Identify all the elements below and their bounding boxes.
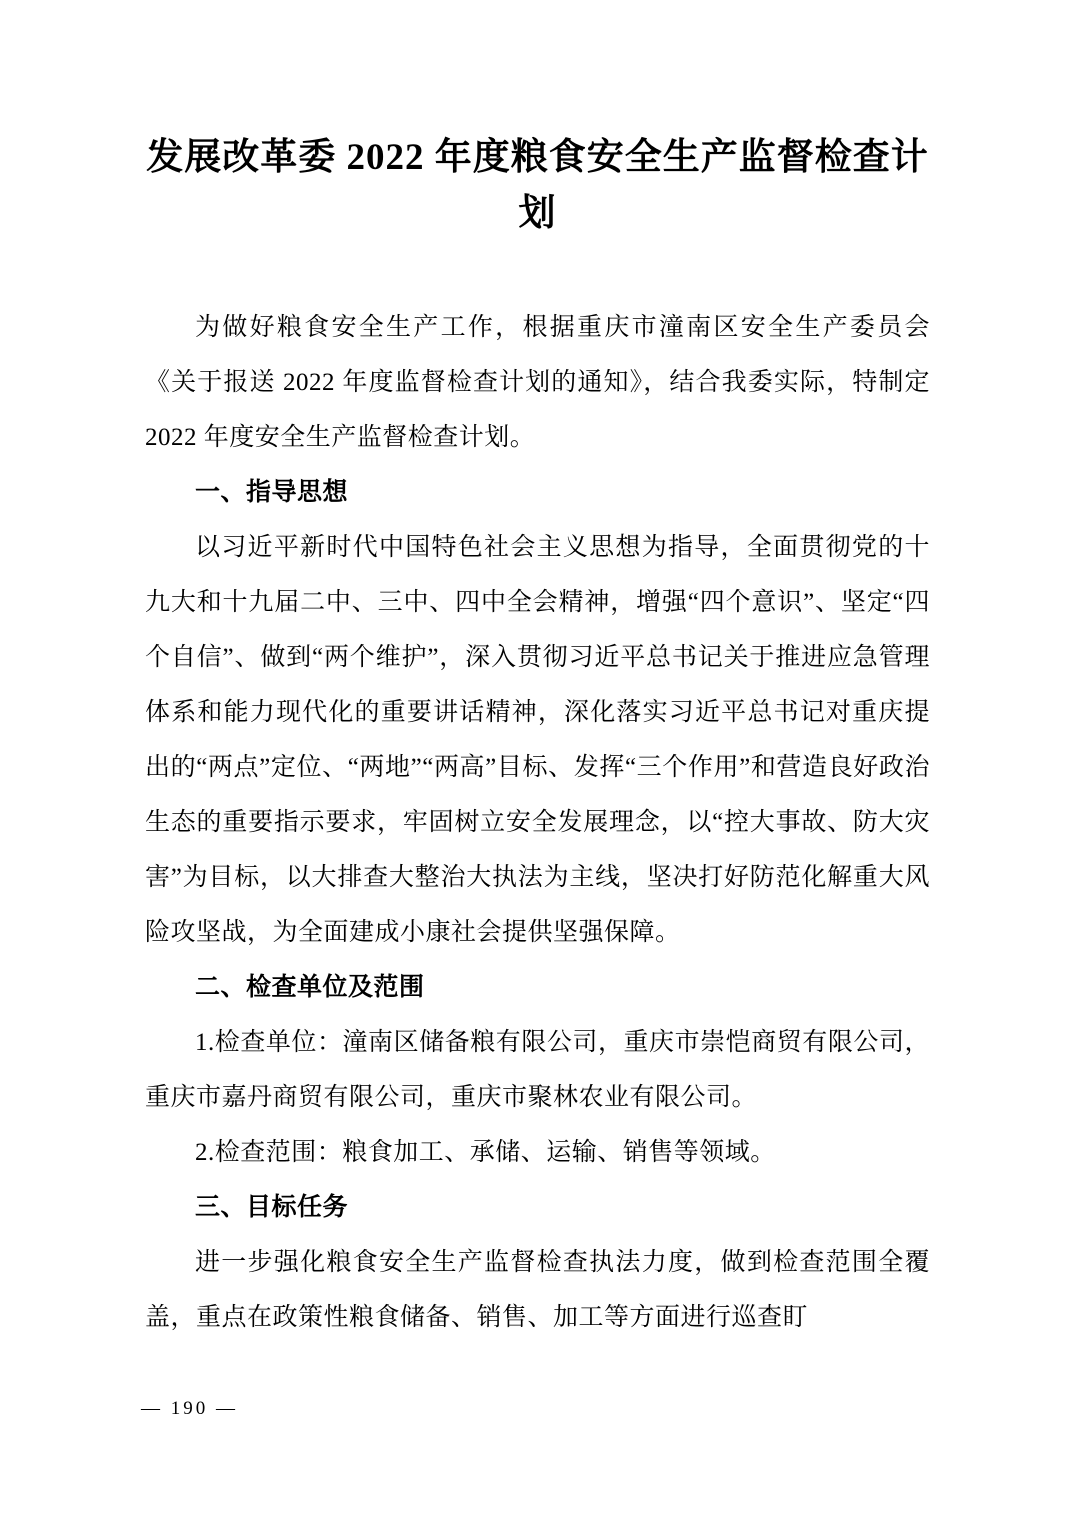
paragraph-objectives: 进一步强化粮食安全生产监督检查执法力度，做到检查范围全覆盖，重点在政策性粮食储备、销售、加工等方面进行巡查盯 — [145, 1249, 930, 1331]
section-heading-guiding-ideology: 一、指导思想 — [195, 478, 349, 506]
paragraph-inspection-units: 1.检查单位：潼南区储备粮有限公司，重庆市崇恺商贸有限公司，重庆市嘉丹商贸有限公司，重庆市聚林农业有限公司。 — [145, 1029, 930, 1111]
section-heading-objectives: 三、目标任务 — [195, 1193, 349, 1221]
intro-paragraph: 为做好粮食安全生产工作，根据重庆市潼南区安全生产委员会《关于报送 2022 年度监督检查计划的通知》，结合我委实际，特制定 2022 年度安全生产监督检查计划。 — [145, 314, 930, 451]
document-body — [145, 300, 930, 1345]
section-heading-inspection-units: 二、检查单位及范围 — [195, 973, 425, 1001]
paragraph-guiding-ideology: 以习近平新时代中国特色社会主义思想为指导，全面贯彻党的十九大和十九届二中、三中、四中全会精神，增强“四个意识”、坚定“四个自信”、做到“两个维护”，深入贯彻习近平总书记关于推进应急管理体系和能力现代化的重要讲话精神，深化落实习近平总书记对重庆提出的“两点”定位、“两地”“两高”目标、发挥“三个作用”和营造良好政治生态的重要指示要求，牢固树立安全发展理念，以“控大事故、防大灾害”为目标，以大排查大整治大执法为主线，坚决打好防范化解重大风险攻坚战，为全面建成小康社会提供坚强保障。 — [145, 534, 930, 946]
document-title: 发展改革委 2022 年度粮食安全生产监督检查计划 — [146, 137, 929, 234]
paragraph-inspection-scope: 2.检查范围：粮食加工、承储、运输、销售等领域。 — [195, 1139, 776, 1166]
page-number: — 190 — — [141, 1398, 238, 1419]
